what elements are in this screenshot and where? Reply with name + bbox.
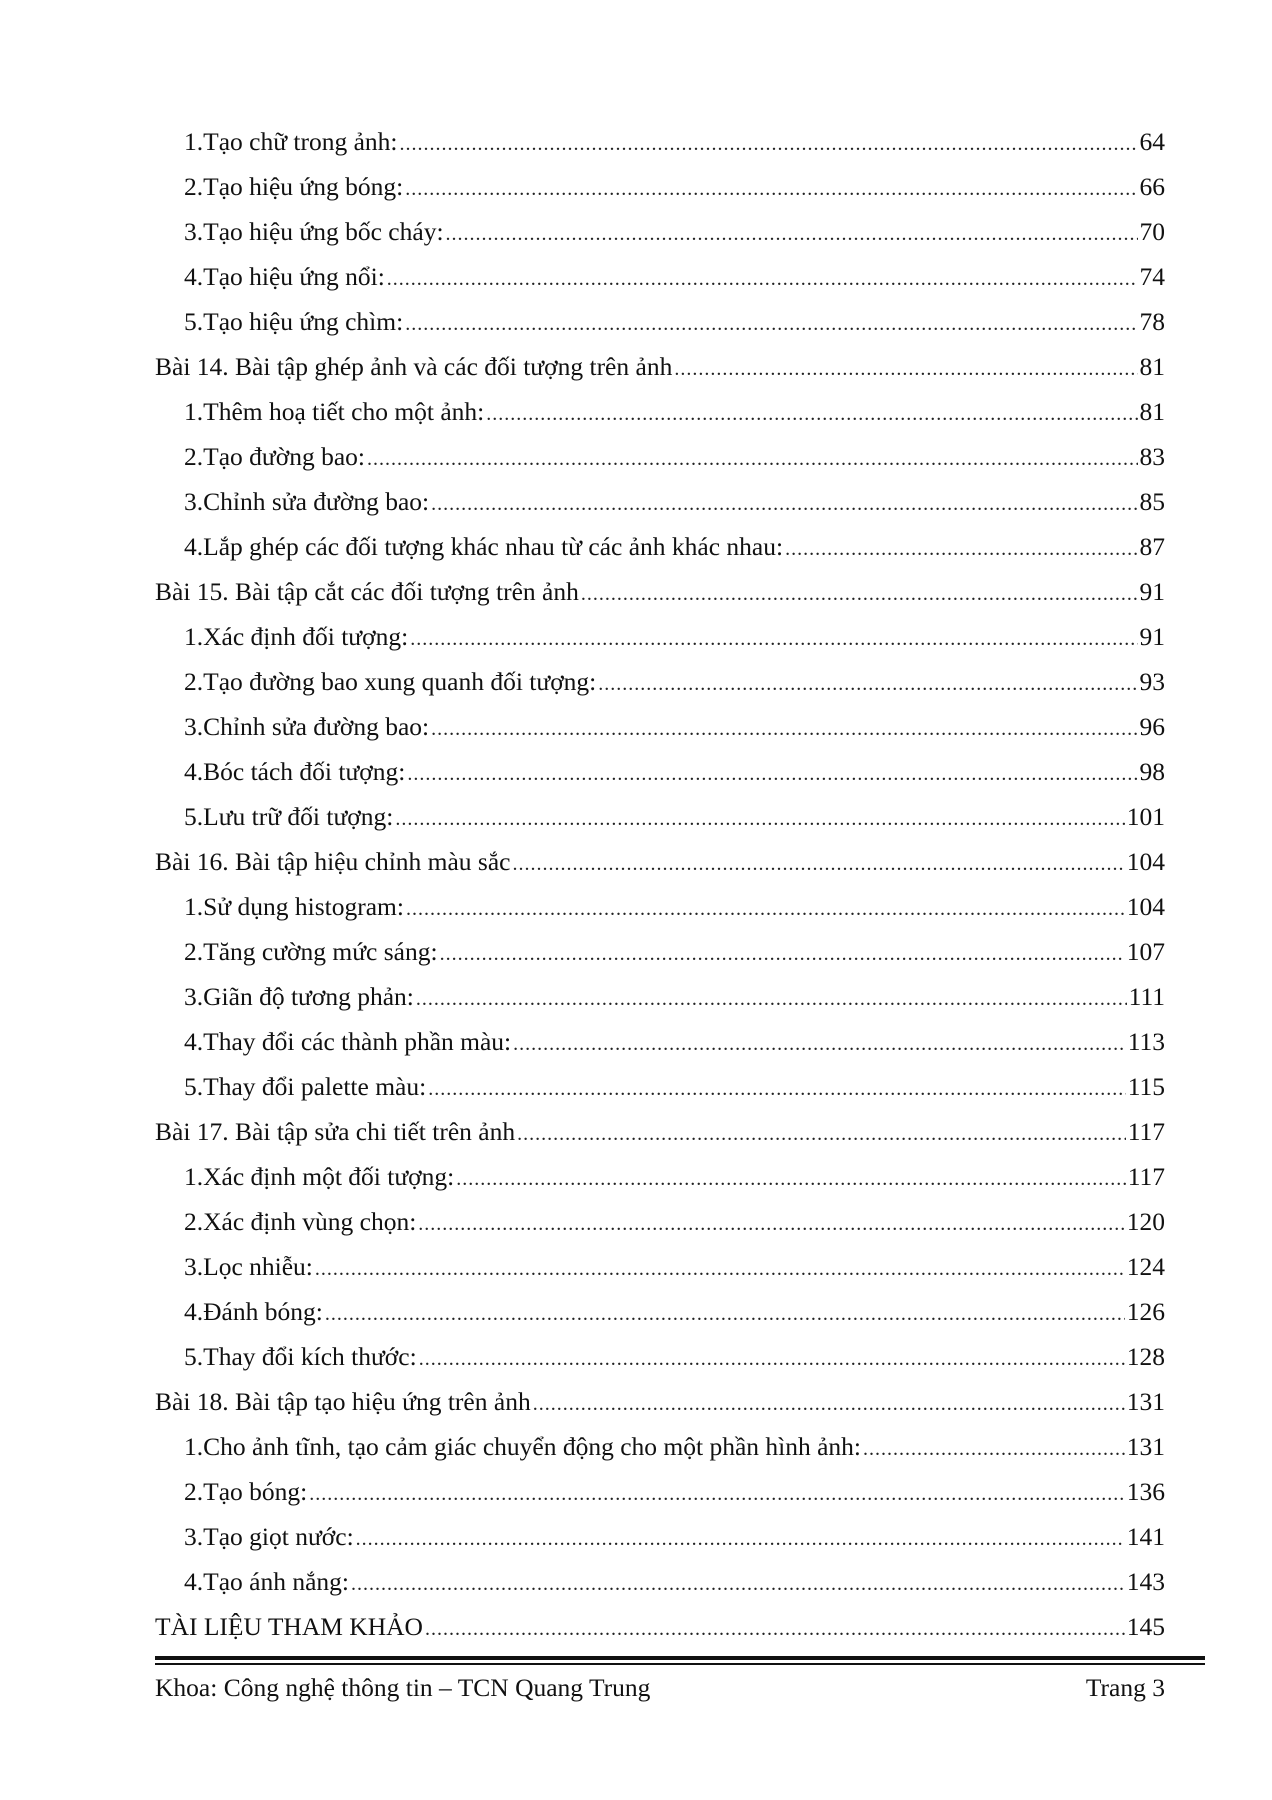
toc-entry-title: Chỉnh sửa đường bao:	[203, 712, 430, 741]
toc-entry-page: 81	[1139, 397, 1165, 426]
toc-entry-title: Tạo ánh nắng:	[203, 1567, 349, 1596]
toc-entry-title: Bài 15. Bài tập cắt các đối tượng trên ảnh	[155, 577, 579, 606]
toc-entry-page: 74	[1139, 262, 1165, 291]
toc-entry-number: 1.	[184, 397, 204, 426]
toc-entry-title: Lọc nhiễu:	[203, 1252, 313, 1281]
toc-dot-leader	[407, 752, 1137, 797]
toc-entry-title: Bài 18. Bài tập tạo hiệu ứng trên ảnh	[155, 1387, 531, 1416]
toc-subsection-entry[interactable]	[155, 614, 1165, 659]
footer-page-number: Trang 3	[1085, 1673, 1165, 1702]
footer-rule-thin	[155, 1663, 1205, 1665]
toc-dot-leader	[405, 302, 1137, 347]
toc-entry-title: Tạo hiệu ứng nổi:	[203, 262, 385, 291]
toc-entry-title: Lưu trữ đối tượng:	[203, 802, 394, 831]
toc-entry-page: 145	[1126, 1612, 1165, 1641]
toc-entry-page: 104	[1126, 892, 1165, 921]
toc-dot-leader	[863, 1427, 1125, 1472]
toc-entry-title: Bóc tách đối tượng:	[203, 757, 406, 786]
toc-dot-leader	[440, 932, 1125, 977]
toc-entry-number: 5.	[184, 1072, 204, 1101]
toc-entry-page: 128	[1126, 1342, 1165, 1371]
toc-entry-page: 120	[1126, 1207, 1165, 1236]
toc-entry-page: 91	[1139, 622, 1165, 651]
toc-entry-title: Tạo hiệu ứng bốc cháy:	[203, 217, 444, 246]
toc-entry-number: 3.	[184, 217, 204, 246]
toc-entry-number: 1.	[184, 1432, 204, 1461]
toc-entry-page: 70	[1139, 217, 1165, 246]
toc-entry-title: Tạo bóng:	[203, 1477, 308, 1506]
toc-dot-leader	[309, 1472, 1125, 1517]
toc-entry-page: 98	[1139, 757, 1165, 786]
toc-subsection-entry[interactable]	[155, 1244, 1165, 1289]
toc-dot-leader	[533, 1382, 1125, 1427]
toc-dot-leader	[406, 887, 1125, 932]
toc-subsection-entry[interactable]	[155, 1514, 1165, 1559]
toc-entry-number: 5.	[184, 1342, 204, 1371]
toc-subsection-entry[interactable]	[155, 389, 1165, 434]
toc-entry-title: Bài 17. Bài tập sửa chi tiết trên ảnh	[155, 1117, 516, 1146]
toc-dot-leader	[425, 1607, 1125, 1652]
page-footer	[155, 1666, 1165, 1710]
toc-subsection-entry[interactable]	[155, 1469, 1165, 1514]
toc-dot-leader	[416, 977, 1127, 1022]
toc-dot-leader	[431, 707, 1137, 752]
toc-entry-page: 131	[1126, 1387, 1165, 1416]
toc-entry-title: Xác định đối tượng:	[203, 622, 409, 651]
toc-entry-page: 96	[1139, 712, 1165, 741]
toc-entry-page: 91	[1139, 577, 1165, 606]
toc-dot-leader	[581, 572, 1138, 617]
toc-entry-number: 3.	[184, 487, 204, 516]
toc-entry-number: 4.	[184, 1567, 204, 1596]
toc-entry-number: 4.	[184, 262, 204, 291]
toc-entry-page: 113	[1127, 1027, 1165, 1056]
toc-entry-number: 2.	[184, 1477, 204, 1506]
table-of-contents	[155, 119, 1165, 1649]
toc-subsection-entry[interactable]	[155, 479, 1165, 524]
toc-entry-title: Giãn độ tương phản:	[203, 982, 414, 1011]
toc-entry-title: Tạo hiệu ứng bóng:	[203, 172, 404, 201]
toc-lesson-entry[interactable]	[155, 344, 1165, 389]
toc-dot-leader	[674, 347, 1137, 392]
toc-entry-page: 78	[1139, 307, 1165, 336]
toc-entry-number: 4.	[184, 1297, 204, 1326]
toc-lesson-entry[interactable]	[155, 1379, 1165, 1424]
toc-entry-number: 2.	[184, 937, 204, 966]
toc-dot-leader	[387, 257, 1138, 302]
toc-entry-page: 93	[1139, 667, 1165, 696]
toc-entry-number: 1.	[184, 622, 204, 651]
toc-subsection-entry[interactable]	[155, 299, 1165, 344]
toc-dot-leader	[419, 1337, 1125, 1382]
toc-entry-number: 1.	[184, 127, 204, 156]
toc-dot-leader	[395, 797, 1124, 842]
toc-subsection-entry[interactable]	[155, 209, 1165, 254]
toc-entry-number: 3.	[184, 712, 204, 741]
toc-subsection-entry[interactable]	[155, 1064, 1165, 1109]
toc-dot-leader	[513, 842, 1125, 887]
toc-dot-leader	[428, 1067, 1126, 1112]
toc-subsection-entry[interactable]	[155, 974, 1165, 1019]
toc-lesson-entry[interactable]	[155, 1604, 1165, 1649]
toc-entry-page: 143	[1126, 1567, 1165, 1596]
toc-entry-page: 104	[1126, 847, 1165, 876]
toc-entry-title: Tạo hiệu ứng chìm:	[203, 307, 404, 336]
toc-entry-title: Xác định vùng chọn:	[203, 1207, 417, 1236]
toc-entry-page: 141	[1126, 1522, 1165, 1551]
toc-entry-title: Thay đổi palette màu:	[203, 1072, 427, 1101]
toc-dot-leader	[400, 122, 1138, 167]
toc-dot-leader	[410, 617, 1137, 662]
toc-entry-number: 3.	[184, 982, 204, 1011]
toc-subsection-entry[interactable]	[155, 434, 1165, 479]
toc-subsection-entry[interactable]	[155, 1154, 1165, 1199]
toc-dot-leader	[517, 1112, 1126, 1157]
toc-entry-title: TÀI LIỆU THAM KHẢO	[155, 1612, 423, 1641]
toc-subsection-entry[interactable]	[155, 659, 1165, 704]
toc-entry-number: 1.	[184, 892, 204, 921]
toc-entry-number: 1.	[184, 1162, 204, 1191]
toc-subsection-entry[interactable]	[155, 1289, 1165, 1334]
toc-subsection-entry[interactable]	[155, 164, 1165, 209]
toc-dot-leader	[785, 527, 1137, 572]
toc-entry-title: Tạo đường bao:	[203, 442, 365, 471]
toc-entry-title: Chỉnh sửa đường bao:	[203, 487, 430, 516]
toc-entry-page: 107	[1126, 937, 1165, 966]
toc-entry-number: 4.	[184, 1027, 204, 1056]
toc-entry-page: 66	[1139, 172, 1165, 201]
toc-entry-number: 2.	[184, 1207, 204, 1236]
toc-entry-title: Bài 14. Bài tập ghép ảnh và các đối tượng trên ảnh	[155, 352, 673, 381]
toc-entry-title: Lắp ghép các đối tượng khác nhau từ các ảnh khác nhau:	[203, 532, 784, 561]
toc-entry-title: Bài 16. Bài tập hiệu chỉnh màu sắc	[155, 847, 511, 876]
toc-entry-number: 2.	[184, 667, 204, 696]
toc-dot-leader	[598, 662, 1137, 707]
toc-entry-number: 5.	[184, 307, 204, 336]
toc-lesson-entry[interactable]	[155, 1109, 1165, 1154]
toc-subsection-entry[interactable]	[155, 524, 1165, 569]
toc-subsection-entry[interactable]	[155, 929, 1165, 974]
toc-entry-title: Tạo đường bao xung quanh đối tượng:	[203, 667, 597, 696]
footer-department: Khoa: Công nghệ thông tin – TCN Quang Trung	[155, 1673, 651, 1702]
toc-entry-number: 5.	[184, 802, 204, 831]
toc-entry-title: Tạo giọt nước:	[203, 1522, 354, 1551]
toc-dot-leader	[315, 1247, 1125, 1292]
toc-entry-page: 126	[1126, 1297, 1165, 1326]
toc-entry-page: 81	[1139, 352, 1165, 381]
toc-entry-page: 111	[1128, 982, 1165, 1011]
toc-dot-leader	[418, 1202, 1124, 1247]
toc-dot-leader	[325, 1292, 1125, 1337]
toc-subsection-entry[interactable]	[155, 749, 1165, 794]
toc-entry-title: Cho ảnh tĩnh, tạo cảm giác chuyển động cho một phần hình ảnh:	[203, 1432, 862, 1461]
toc-entry-title: Thay đổi các thành phần màu:	[203, 1027, 512, 1056]
toc-entry-page: 136	[1126, 1477, 1165, 1506]
toc-subsection-entry[interactable]	[155, 1559, 1165, 1604]
toc-entry-title: Thêm hoạ tiết cho một ảnh:	[203, 397, 485, 426]
toc-entry-page: 117	[1127, 1117, 1165, 1146]
toc-entry-title: Đánh bóng:	[203, 1297, 323, 1326]
toc-entry-page: 124	[1126, 1252, 1165, 1281]
toc-entry-number: 3.	[184, 1522, 204, 1551]
toc-subsection-entry[interactable]	[155, 254, 1165, 299]
toc-dot-leader	[405, 167, 1137, 212]
toc-entry-title: Thay đổi kích thước:	[203, 1342, 417, 1371]
toc-entry-number: 3.	[184, 1252, 204, 1281]
toc-dot-leader	[431, 482, 1137, 527]
toc-entry-page: 85	[1139, 487, 1165, 516]
toc-entry-page: 87	[1139, 532, 1165, 561]
toc-subsection-entry[interactable]	[155, 119, 1165, 164]
toc-entry-number: 2.	[184, 172, 204, 201]
toc-entry-page: 131	[1126, 1432, 1165, 1461]
toc-lesson-entry[interactable]	[155, 839, 1165, 884]
toc-entry-page: 64	[1139, 127, 1165, 156]
toc-entry-page: 115	[1127, 1072, 1165, 1101]
toc-entry-title: Xác định một đối tượng:	[203, 1162, 455, 1191]
toc-entry-page: 117	[1127, 1162, 1165, 1191]
toc-dot-leader	[513, 1022, 1126, 1067]
toc-dot-leader	[446, 212, 1138, 257]
toc-entry-page: 83	[1139, 442, 1165, 471]
toc-subsection-entry[interactable]	[155, 794, 1165, 839]
toc-subsection-entry[interactable]	[155, 1019, 1165, 1064]
toc-entry-title: Tăng cường mức sáng:	[203, 937, 438, 966]
toc-subsection-entry[interactable]	[155, 1424, 1165, 1469]
toc-dot-leader	[351, 1562, 1125, 1607]
toc-entry-number: 4.	[184, 757, 204, 786]
toc-dot-leader	[486, 392, 1137, 437]
toc-entry-number: 2.	[184, 442, 204, 471]
toc-entry-number: 4.	[184, 532, 204, 561]
toc-lesson-entry[interactable]	[155, 569, 1165, 614]
toc-subsection-entry[interactable]	[155, 1334, 1165, 1379]
toc-subsection-entry[interactable]	[155, 1199, 1165, 1244]
toc-entry-title: Sử dụng histogram:	[203, 892, 404, 921]
footer-rule-thick	[155, 1656, 1205, 1660]
toc-dot-leader	[456, 1157, 1125, 1202]
toc-entry-title: Tạo chữ trong ảnh:	[203, 127, 398, 156]
toc-dot-leader	[367, 437, 1138, 482]
toc-subsection-entry[interactable]	[155, 704, 1165, 749]
toc-dot-leader	[356, 1517, 1125, 1562]
toc-subsection-entry[interactable]	[155, 884, 1165, 929]
toc-entry-page: 101	[1126, 802, 1165, 831]
